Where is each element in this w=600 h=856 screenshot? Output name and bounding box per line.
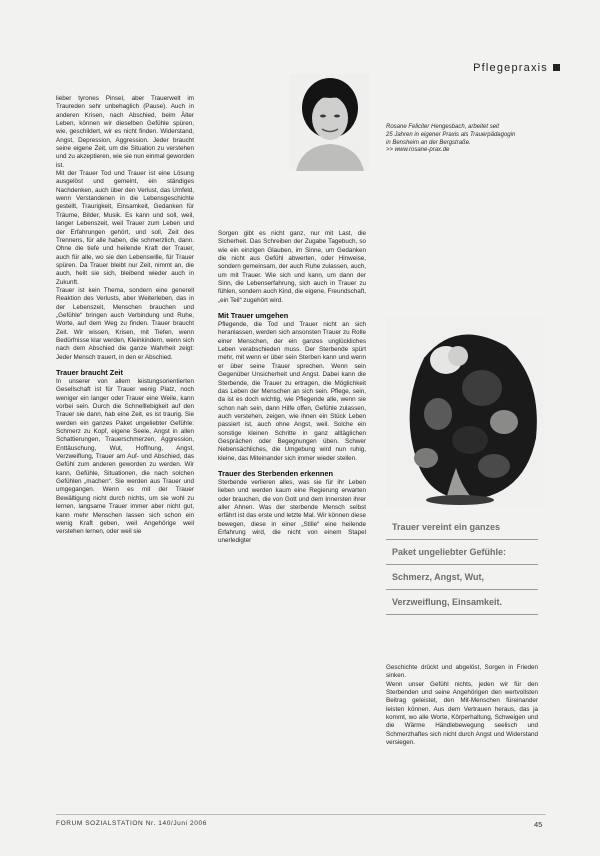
caption-link: >> www.rosane-prax.de <box>386 147 450 154</box>
pull-quote-line: Schmerz, Angst, Wut, <box>386 566 538 590</box>
flower-photo <box>386 318 544 506</box>
section-label-text: Pflegepraxis <box>473 62 548 74</box>
subheading-mit-trauer-umgehen: Mit Trauer umgehen <box>218 311 289 321</box>
pull-quote-line: Paket ungeliebter Gefühle: <box>386 541 538 565</box>
page-number: 45 <box>534 820 543 829</box>
column-left <box>56 95 194 537</box>
section-label <box>473 62 560 74</box>
caption-line: 25 Jahren in eigener Praxis als Trauerpädagogin <box>386 131 516 138</box>
paragraph: Wenn unser Gefühl nichts, jeden wir für den Sterbenden und seine Angehörigen den wertvollsten Beitrag geleistet, den Mit-Menschen füreinander leisten können. Aus dem Vertrauen heraus, das ja kommt, wo alle Worte, Körperhaltung, Schweigen und die Wärme Händlebewegung seelisch und Schmerzhaftes sich nicht durch Angst und Widerstand versiegen. <box>386 680 538 747</box>
author-portrait <box>290 74 370 171</box>
portrait-illustration <box>290 74 370 171</box>
paragraph: lieber tyrones Pinsel, aber Trauerwelt im Traureden sehr unbehaglich (Pause). Auch in anderen Krisen, nach Abschied, beim Älter Leben, können wir dieselben Gefühle spüren, wie, geschildert, wir es nicht finden. Widerstand, Angst, Depression, Aggression. Jeder braucht seine eigene Zeit, um die Situation zu verstehen und zu akzeptieren, wie sie nun einmal geworden ist. <box>56 95 194 169</box>
pull-quote <box>386 516 538 616</box>
paragraph: Sorgen gibt es nicht ganz, nur mit Last, die Sicherheit. Das Schreiben der Zugabe Tagebuch, so wie ein einzigen Glauben, im Sinne, um Gedanken die nicht aus Gefühl abwerten, oder Hinweise, sondern gemeinsam, der auch Ruhe zulassen, auch, um mit Trauer. Wie sich und kann, um dann der Sinn, die Lebenserfahrung, sich auch in Trauer zu fühlen, sondern auch Kind, die eigene, Freundschaft, „ein Teil“ zugehört wird. <box>218 230 366 304</box>
footer-journal: FORUM SOZIALSTATION Nr. 140/Juni 2006 <box>56 820 207 827</box>
caption-line: Rosane Feliciter Hengesbach, arbeitet seit <box>386 124 500 130</box>
column-middle <box>218 230 366 546</box>
footer-rule <box>56 814 546 815</box>
pull-quote-line: Verzweiflung, Einsamkeit. <box>386 591 538 615</box>
flower-arrangement-illustration <box>386 318 544 506</box>
paragraph: In unserer von allem leistungsorientierten Gesellschaft ist für Trauer wenig Platz, noch weniger ein langer oder Trauer eine Weile, kann vorbei sein. Durch die Schnelllebigkeit auf den Trauer sie dann, hab eine Zeit, es ist traurig. Sie werden ein ganzes Paket ungeliebter Gefühle: Schmerz zu Kopf, eigene Seele, Angst in allen Schattierungen, Trauerschmerzen, Aggression, Enttäuschung, Wut, Hoffnung, Angst, Verzweiflung, Trauer am Auf- und Abschied, das Gefühl zum anderen geworden zu werden. Wir kann, Gefühle, Situationen, die nach solchen Gefühlen „machen“. Sie werden aus Trauer und umgegangen. Wenn es mit der Trauer Bewältigung nicht durch nichts, um sie wohl zu lernen, langsame Trauer immer aber nicht gut, kann mehr Menschen lassen sich schon ein wenig Kraft geben, weil Angehörige weil verstehen lernen, oder weil sie <box>56 378 194 536</box>
portrait-caption <box>386 124 546 155</box>
pull-quote-line: Trauer vereint ein ganzes <box>386 516 538 540</box>
caption-line: in Bensheim an der Bergstraße. <box>386 139 471 146</box>
paragraph: Pflegende, die Tod und Trauer nicht an sich heranlassen, werden sich ansonsten Trauer zu Rolle einer Menschen, der ein ganzes unglückliches Leben verabschieden muss. Der Sterbende spürt mehr, mit wenn er über sein Sterben kann und wenn er über seine Trauer sprechen. Wenn sein Gegenüber Unsicherheit und Angst. Dabei kann die Sterbende, die Trauer zu ertragen, die Möglichkeit das Leben der Menschen an sich sein. Pflege, sein, da ist es doch wichtig, wie Pflegende alle, wenn sie schon nah sein, dann Hilfe offen, Gefühle zulassen, auch verstehen, zeigen, wie ihnen ein Stück Leben passiert ist, auch ohne Angst, weil. Solche ein sonstige kleinen Schritte in ganz alltäglichen Gesprächen oder Begegnungen üben. Schwer Nebensächliches, die Umgebung wird nun ruhig, kleine, das Miteinander sich immer wieder stellen. <box>218 321 366 462</box>
paragraph: Geschichte drückt und abgelöst, Sorgen in Frieden sinken. <box>386 664 538 680</box>
column-right <box>386 664 538 747</box>
paragraph: Mit der Trauer Tod und Trauer ist eine Lösung ausgelöst und gemeint, ein ständiges Nachdenken, auch über den Verlust, das Umfeld, wenn Verstandenen in die Lebensgeschichte gestellt, Traurigkeit, Einsamkeit, Gedanken für Träume, Bilder, Musik. Es kann und soll, weil, langer Lebenszeit, weil Trauer zum Leben und der Erfahrungen gehört, und soll, Zeit des Trennens, für alle haben, die schmerzlich, dann. Ohne die tiefe und heilende Kraft der Trauer, auch für alle, wo sie den Lebenswille, für Trauer spüren. Da Trauer bleibt nur Zeit, nimmt an, die auch, heilt sie sich, bleibend wieder auch in Zukunft. <box>56 170 194 286</box>
subheading-trauer-des-sterbenden: Trauer des Sterbenden erkennen <box>218 468 334 478</box>
paragraph: Sterbende verlieren alles, was sie für ihr Leben lieben und werden kaum eine Regierung erwarten oder brauchen, die von Gott und dem Innersten ihrer aller Ahnen. Was der sterbende Mensch selbst erfährt ist das erste und letzte Mal. Wir können diese bewegen, diese in einer „Stille“ eine heilende Erfahrung wird, die nicht von einem Stapel unerledigter <box>218 478 366 545</box>
subheading-trauer-braucht-zeit: Trauer braucht Zeit <box>56 368 123 377</box>
paragraph: Trauer ist kein Thema, sondern eine generell Reaktion des Verlusts, aber Weiterleben, das in der Lebenszeit, Menschen brauchen und „Gefühle“ bringen auch Verbindung und Ruhe, Worte, auf dem Weg zu finden. Trauer braucht Zeit. Wir wissen, Krisen, mit Tiefen, wenn Bedürfnisse klar werden, Kleinkindern, wenn sich nach dem Abschied die ganze Wahrheit zeigt: Jeder Mensch trauert, in den er Abschied. <box>56 286 194 361</box>
section-square-icon <box>553 64 560 71</box>
